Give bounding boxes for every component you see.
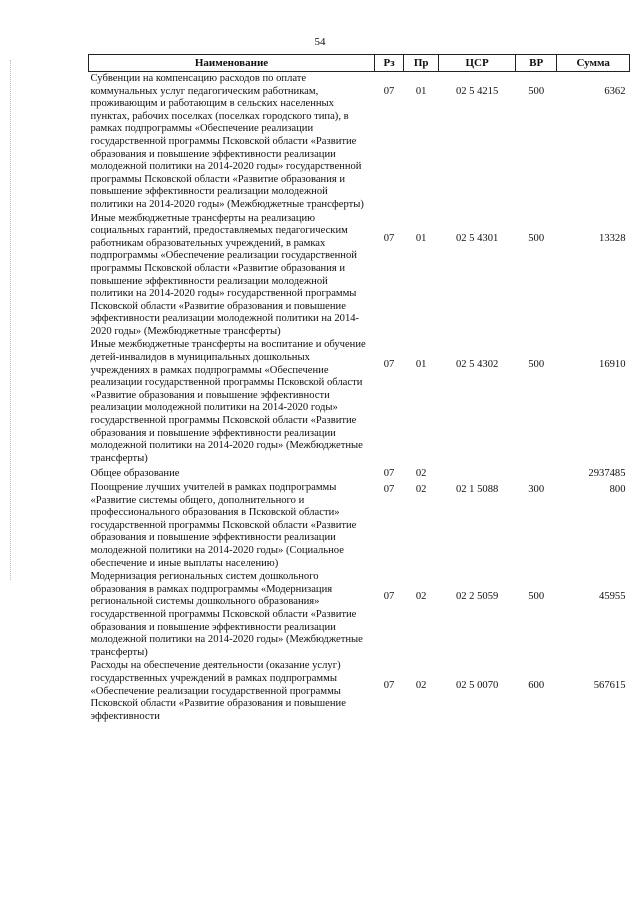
row-sum: 567615 (593, 680, 626, 692)
row-pr: 01 (415, 86, 427, 97)
row-csr (439, 466, 516, 482)
header-rz: Рз (375, 55, 404, 72)
row-rz: 07 (383, 468, 395, 480)
row-vr: 500 (528, 359, 545, 371)
row-rz: 07 (383, 484, 395, 495)
row-rz: 07 (383, 591, 395, 603)
row-sum: 16910 (599, 359, 626, 371)
row-vr: 600 (528, 680, 545, 692)
row-csr: 02 5 4301 (455, 232, 499, 244)
page-number: 54 (314, 36, 326, 48)
header-vr: ВР (515, 55, 556, 72)
table-row (89, 482, 630, 571)
row-name: Расходы на обеспечение деятельности (оказание услуг) государственных учреждений в рамках подпрограммы «Обеспечение реализации государственной программы Псковской области «Развитие образования и повышение эффективности (90, 660, 346, 722)
row-name: Иные межбюджетные трансферты на реализацию социальных гарантий, предоставляемых педагогическим работникам образовательных учреждений, в рамках подпрограммы «Обеспечение реализации государственной программы Псковской области «Развитие образования и повышение эффективности реализации молодежной политики на 2014-2020 годы» государственной программы Псковской области «Развитие образования и повышение эффективности реализации молодежной политики на 2014-2020 годы» (Межбюджетные трансферты) (90, 212, 360, 337)
row-vr: 500 (528, 591, 545, 603)
row-rz: 07 (383, 232, 395, 244)
budget-table (88, 54, 630, 724)
header-csr: ЦСР (439, 55, 516, 72)
table-row (89, 339, 630, 466)
row-csr: 02 1 5088 (455, 484, 499, 495)
scan-margin-artifact (10, 60, 12, 580)
row-pr: 02 (415, 680, 427, 692)
row-csr: 02 2 5059 (455, 591, 499, 603)
header-sum: Сумма (557, 55, 630, 72)
row-vr: 500 (528, 232, 545, 244)
row-rz: 07 (383, 86, 395, 97)
row-rz: 07 (383, 359, 395, 371)
table-row (89, 213, 630, 340)
row-name: Субвенции на компенсацию расходов по оплате коммунальных услуг педагогическим работникам, проживающим и работающим в сельских населенных пунктах, рабочих поселках (поселках городского типа), в рамках подпрограммы «Обеспечение реализации государственной программы Псковской области «Развитие образования и повышение эффективности реализации молодежной политики на 2014-2020 годы» государственной программы Псковской области «Развитие образования и повышение эффективности реализации молодежной политики на 2014-2020 годы» (Межбюджетные трансферты) (90, 73, 364, 210)
row-rz: 07 (383, 680, 395, 692)
table-row (89, 571, 630, 660)
row-sum: 13328 (599, 232, 626, 244)
row-vr: 500 (528, 86, 545, 97)
row-csr: 02 5 4302 (455, 359, 499, 371)
row-vr (515, 466, 556, 482)
row-name: Общее образование (90, 468, 180, 480)
row-pr: 01 (415, 359, 427, 371)
row-sum: 2937485 (588, 468, 626, 480)
row-name: Поощрение лучших учителей в рамках подпрограммы «Развитие системы общего, дополнительного и профессионального образования в Псковской области» государственной программы Псковской области «Развитие образования и повышение эффективности реализации молодежной политики на 2014-2020 годы» (Социальное обеспечение и иные выплаты населению) (90, 482, 357, 569)
row-pr: 02 (415, 591, 427, 603)
row-sum: 45955 (599, 591, 626, 603)
table-row (89, 72, 630, 213)
row-pr: 02 (415, 484, 427, 495)
row-sum: 800 (609, 484, 626, 495)
table-row-section (89, 466, 630, 482)
row-sum: 6362 (604, 86, 626, 97)
row-name: Модернизация региональных систем дошкольного образования в рамках подпрограммы «Модернизация региональной системы дошкольного образования» государственной программы Псковской области «Развитие образования и повышение эффективности реализации молодежной политики на 2014-2020 годы» (Межбюджетные трансферты) (90, 571, 363, 658)
header-name: Наименование (89, 55, 375, 72)
table-row (89, 660, 630, 724)
row-pr: 01 (415, 232, 427, 244)
header-pr: Пр (404, 55, 439, 72)
row-name: Иные межбюджетные трансферты на воспитание и обучение детей-инвалидов в муниципальных дошкольных учреждениях в рамках подпрограммы «Обеспечение реализации государственной программы Псковской области «Развитие образования и повышение эффективности реализации молодежной политики на 2014-2020 годы» государственной программы Псковской области «Развитие образования и повышение эффективности реализации молодежной политики на 2014-2020 годы» (Межбюджетные трансферты) (90, 339, 366, 464)
row-csr: 02 5 0070 (455, 680, 499, 692)
table-header-row (89, 55, 630, 72)
row-pr: 02 (415, 468, 427, 480)
row-vr: 300 (528, 484, 545, 495)
row-csr: 02 5 4215 (455, 86, 499, 97)
